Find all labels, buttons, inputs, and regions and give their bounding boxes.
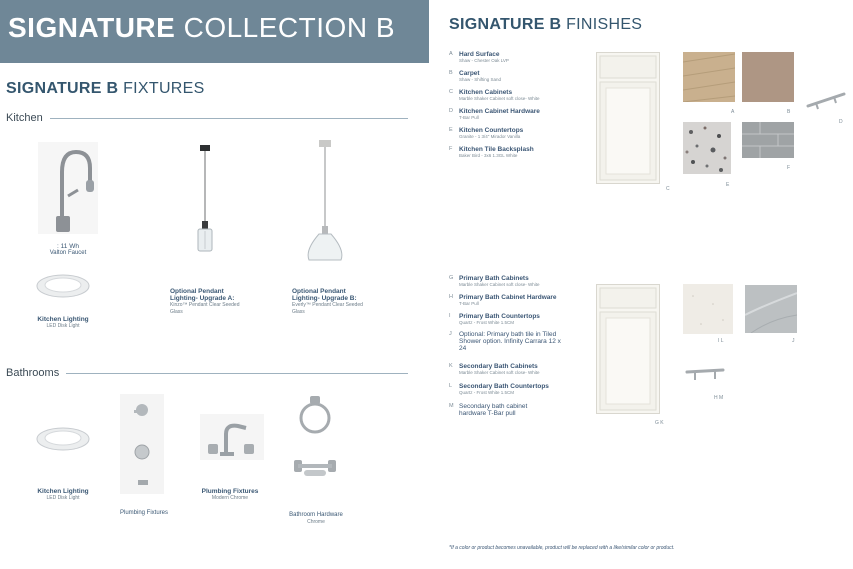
bath-disk-light-image <box>36 426 90 452</box>
fixtures-heading-light: FIXTURES <box>123 80 205 97</box>
swatch-letter-a: A <box>731 109 735 115</box>
bath-faucet-image <box>200 414 264 460</box>
carpet-swatch <box>742 52 794 102</box>
swatch-letter-b: B <box>787 109 791 115</box>
kitchen-lighting-caption: Kitchen Lighting LED Disk Light <box>37 316 89 329</box>
plumbing-fixtures-caption-1: Plumbing Fixtures <box>119 510 169 516</box>
bath-cabinet-door-swatch <box>596 284 660 414</box>
pendant-b-caption: Optional Pendant Lighting- Upgrade B: Everly™ Pendant Clear Seeded Glass <box>292 288 363 315</box>
kitchen-faucet-image <box>38 142 98 234</box>
shower-fixture-image <box>120 394 164 494</box>
bathrooms-section-label: Bathrooms <box>6 367 60 379</box>
swatch-letter-j: J <box>792 338 795 344</box>
swatch-letters-il: I L <box>718 338 724 344</box>
collection-title <box>8 12 395 44</box>
swatch-letter-e: E <box>726 182 730 188</box>
kitchen-faucet-caption: : 11 Wh Valton Faucet <box>49 243 87 256</box>
kitchen-disk-light-image <box>36 273 90 299</box>
hard-surface-swatch <box>683 52 735 102</box>
kitchen-section-label: Kitchen <box>6 112 43 124</box>
kitchen-countertop-swatch <box>683 122 731 174</box>
title-light: COLLECTION B <box>183 12 395 43</box>
disclaimer-note: *If a color or product becomes unavailable, product will be replaced with a like/similar color or product. <box>449 545 675 551</box>
bath-hardware-image <box>290 394 340 490</box>
swatch-letter-f: F <box>787 165 791 171</box>
bath-lighting-caption: Kitchen Lighting LED Disk Light <box>37 488 89 501</box>
swatch-letters-hm: H M <box>714 395 724 401</box>
fixtures-heading <box>6 80 205 98</box>
fixtures-heading-bold: SIGNATURE B <box>6 80 119 97</box>
kitchen-divider <box>50 118 408 119</box>
finishes-heading-light: FINISHES <box>566 16 643 33</box>
title-bold: SIGNATURE <box>8 12 176 43</box>
bath-cabinet-hardware-swatch <box>683 360 727 384</box>
bathrooms-divider <box>66 373 408 374</box>
pendant-b-image <box>305 140 345 265</box>
pendant-a-image <box>190 145 220 255</box>
kitchen-backsplash-swatch <box>742 122 794 158</box>
swatch-letter-c: C <box>666 186 670 192</box>
kitchen-cabinet-hardware-swatch <box>804 88 848 112</box>
bathroom-hardware-caption: Bathroom Hardware Chrome <box>289 512 343 525</box>
finishes-heading-bold: SIGNATURE B <box>449 16 562 33</box>
kitchen-cabinet-door-swatch <box>596 52 660 184</box>
plumbing-fixtures-caption-2: Plumbing Fixtures Modern Chrome <box>201 488 259 501</box>
finishes-heading <box>449 16 642 34</box>
swatch-letters-gk: G K <box>655 420 664 426</box>
bath-countertop-swatch <box>683 284 733 334</box>
pendant-a-caption: Optional Pendant Lighting- Upgrade A: Kinzo™ Pendant Clear Seeded Glass <box>170 288 240 315</box>
swatch-letter-d: D <box>839 119 843 125</box>
shower-tile-swatch <box>745 285 797 333</box>
